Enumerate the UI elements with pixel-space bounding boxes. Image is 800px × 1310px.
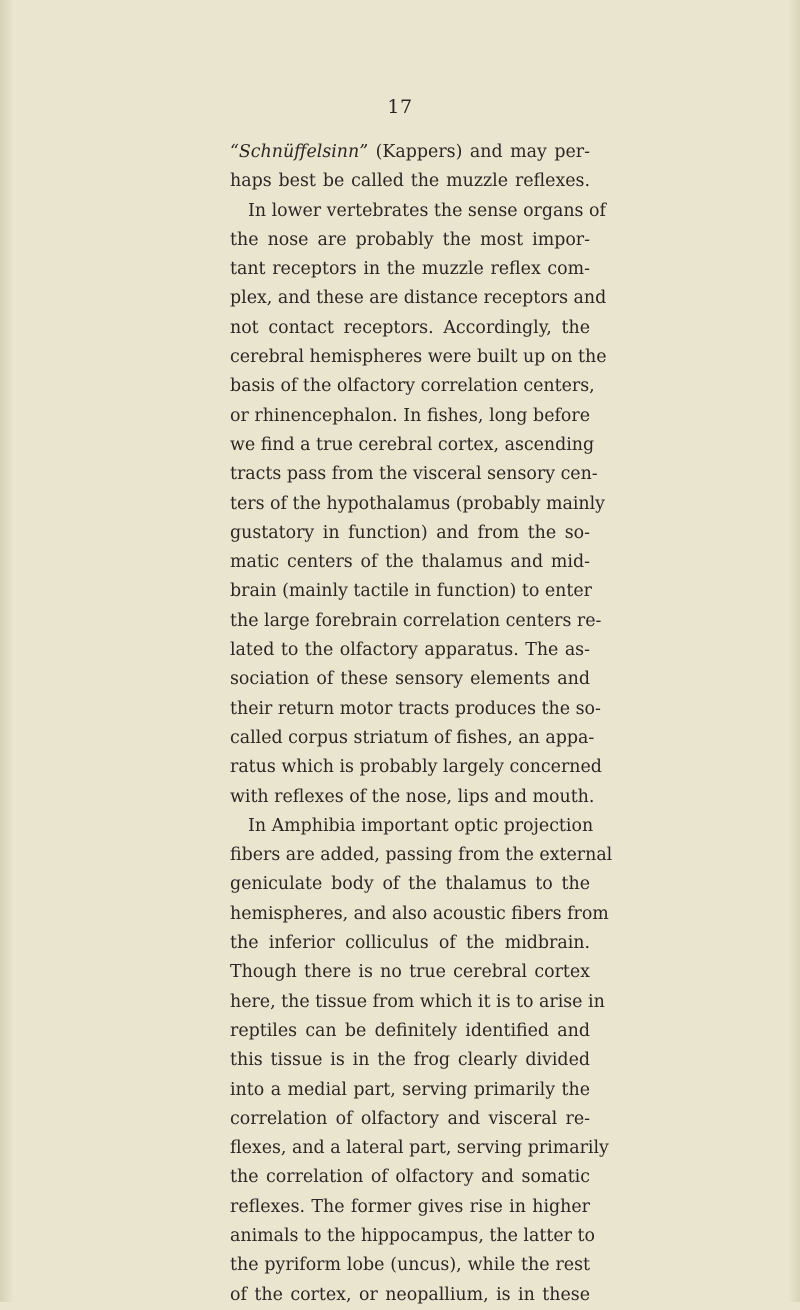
text-line: geniculate body of the thalamus to the xyxy=(230,874,590,895)
text-line-rest: (Kappers) and may per- xyxy=(368,142,590,162)
text-line: correlation of olfactory and visceral re- xyxy=(230,1108,590,1129)
text-line: reptiles can be definitely identified and xyxy=(230,1020,590,1041)
text-line: basis of the olfactory correlation centers, xyxy=(230,376,595,397)
text-line: their return motor tracts produces the so- xyxy=(230,698,601,719)
text-line: haps best be called the muzzle reflexes. xyxy=(230,171,590,192)
text-line: animals to the hippocampus, the latter to xyxy=(230,1225,595,1246)
text-line: into a medial part, serving primarily the xyxy=(230,1079,590,1100)
text-line: of the cortex, or neopallium, is in these xyxy=(230,1284,590,1305)
text-line: or rhinencephalon. In fishes, long before xyxy=(230,405,590,426)
text-line: the pyriform lobe (uncus), while the rest xyxy=(230,1255,590,1276)
italic-term: “Schnüffelsinn” xyxy=(230,142,369,162)
text-line: brain (mainly tactile in function) to enter xyxy=(230,581,592,602)
text-line: here, the tissue from which it is to arise in xyxy=(230,991,605,1012)
text-line: In lower vertebrates the sense organs of xyxy=(248,200,606,221)
text-line: matic centers of the thalamus and mid- xyxy=(230,552,590,573)
text-line: with reflexes of the nose, lips and mouth. xyxy=(230,786,595,807)
text-line: the inferior colliculus of the midbrain. xyxy=(230,933,590,954)
text-line xyxy=(230,138,590,167)
text-line: ters of the hypothalamus (probably mainly xyxy=(230,493,606,514)
page-number: 17 xyxy=(387,96,413,118)
text-line: tant receptors in the muzzle reflex com- xyxy=(230,259,590,280)
page-edge-left xyxy=(0,0,14,1302)
text-line: tracts pass from the visceral sensory cen- xyxy=(230,464,598,485)
text-line: hemispheres, and also acoustic fibers from xyxy=(230,903,609,924)
text-line: Though there is no true cerebral cortex xyxy=(230,962,590,983)
text-line: the nose are probably the most impor- xyxy=(230,229,590,250)
text-line: fibers are added, passing from the external xyxy=(230,845,613,866)
body-text xyxy=(230,138,613,1310)
text-line: the correlation of olfactory and somatic xyxy=(230,1167,590,1188)
text-line: plex, and these are distance receptors and xyxy=(230,288,607,309)
text-line: the large forebrain correlation centers re- xyxy=(230,610,602,631)
text-line: not contact receptors. Accordingly, the xyxy=(230,317,590,338)
page-edge-right xyxy=(788,0,800,1302)
text-line: called corpus striatum of fishes, an appa- xyxy=(230,727,595,748)
text-line: ratus which is probably largely concerned xyxy=(230,757,602,778)
text-line: reflexes. The former gives rise in higher xyxy=(230,1196,590,1217)
text-line: we find a true cerebral cortex, ascending xyxy=(230,434,595,455)
text-line: cerebral hemispheres were built up on the xyxy=(230,347,607,368)
text-line: sociation of these sensory elements and xyxy=(230,669,590,690)
text-line: this tissue is in the frog clearly divided xyxy=(230,1050,590,1071)
text-line: flexes, and a lateral part, serving primarily xyxy=(230,1138,609,1159)
text-line: gustatory in function) and from the so- xyxy=(230,522,590,543)
text-line: In Amphibia important optic projection xyxy=(248,815,594,836)
text-line: lated to the olfactory apparatus. The as- xyxy=(230,640,590,661)
